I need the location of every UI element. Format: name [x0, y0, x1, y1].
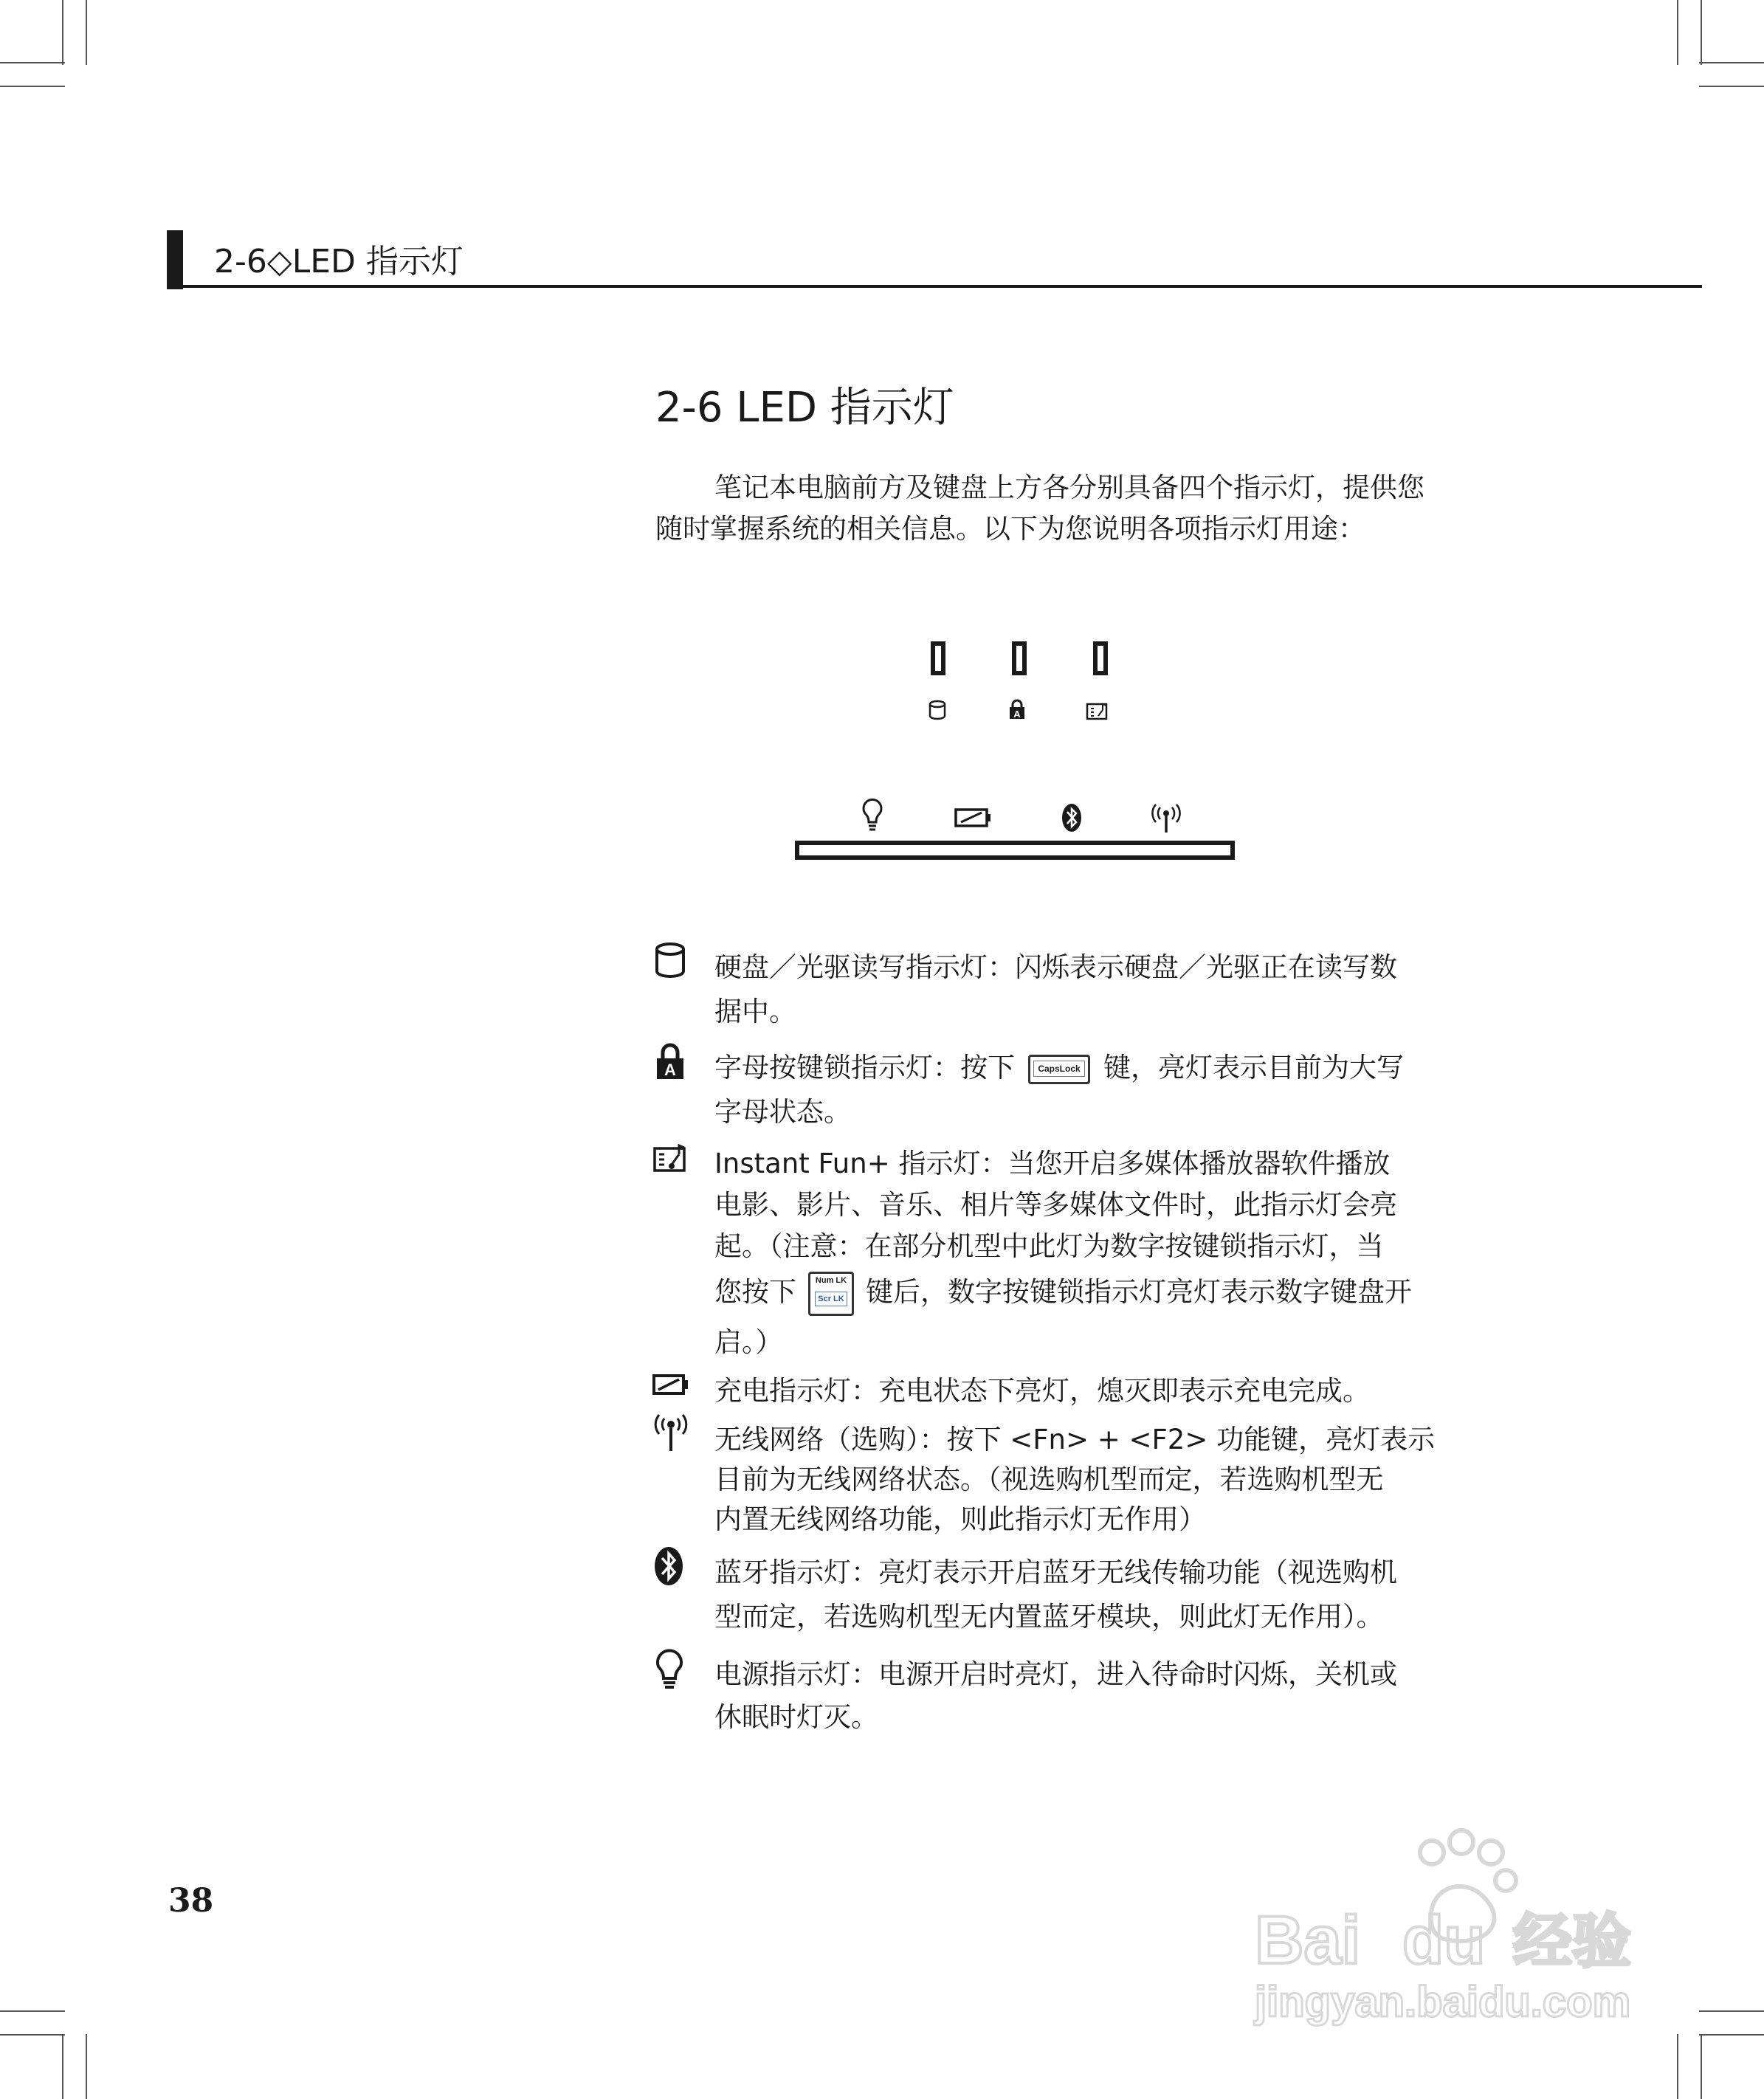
- caps-lock-icon: [652, 1042, 689, 1083]
- item-instantfun-line: 起。（注意：在部分机型中此灯为数字按键锁指示灯，当: [714, 1230, 1384, 1262]
- item-hdd-line: 硬盘／光驱读写指示灯：闪烁表示硬盘／光驱正在读写数: [714, 951, 1397, 983]
- wireless-icon: [1152, 804, 1179, 833]
- item-power-line: 电源指示灯：电源开启时亮灯，进入待命时闪烁，关机或: [714, 1658, 1397, 1690]
- bluetooth-icon: [652, 1545, 689, 1587]
- item-instantfun-line: Instant Fun+ 指示灯：当您开启多媒体播放器软件播放: [714, 1148, 1391, 1179]
- item-instantfun-line: 电影、影片、音乐、相片等多媒体文件时，此指示灯会亮: [714, 1189, 1397, 1221]
- numlock-key-icon: Num LK Scr LK: [808, 1272, 854, 1316]
- intro-paragraph-line: 笔记本电脑前方及键盘上方各分别具备四个指示灯，提供您: [714, 472, 1424, 503]
- svg-text:du: du: [1402, 1903, 1486, 1978]
- item-wireless-line: 目前为无线网络状态。（视选购机型而定，若选购机型无: [714, 1464, 1384, 1495]
- led-slot: [1014, 644, 1024, 673]
- hdd-icon: [652, 942, 689, 983]
- battery-icon: [956, 810, 990, 826]
- led-slot: [1095, 644, 1106, 673]
- item-wireless-line: 内置无线网络功能，则此指示灯无作用）: [714, 1503, 1206, 1535]
- led-slot: [933, 644, 943, 673]
- bluetooth-icon: [1062, 804, 1081, 832]
- power-icon: [864, 799, 881, 830]
- power-icon: [652, 1649, 689, 1690]
- item-wireless-line: 无线网络（选购）：按下 <Fn> + <F2> 功能键，亮灯表示: [714, 1424, 1436, 1455]
- battery-icon: [652, 1367, 689, 1408]
- item-hdd-line: 据中。: [714, 996, 796, 1027]
- instant-fun-icon: [1087, 704, 1106, 719]
- svg-text:经验: 经验: [1513, 1907, 1631, 1976]
- svg-text:jingyan.baidu.com: jingyan.baidu.com: [1255, 1978, 1631, 2026]
- item-bluetooth-line: 蓝牙指示灯：亮灯表示开启蓝牙无线传输功能（视选购机: [714, 1557, 1397, 1588]
- front-led-bar: [797, 843, 1233, 858]
- svg-text:A: A: [664, 1061, 676, 1079]
- item-capslock-line: 字母状态。: [714, 1096, 851, 1128]
- item-bluetooth-line: 型而定，若选购机型无内置蓝牙模块，则此灯无作用）。: [714, 1601, 1384, 1633]
- capslock-key-icon: CapsLock: [1028, 1055, 1090, 1084]
- intro-paragraph-line: 随时掌握系统的相关信息。以下为您说明各项指示灯用途：: [655, 513, 1365, 545]
- svg-text:A: A: [1013, 709, 1021, 720]
- item-instantfun-line: 您按下 Num LK Scr LK 键后，数字按键锁指示灯亮灯表示数字键盘开: [714, 1269, 1412, 1316]
- svg-text:Bai: Bai: [1255, 1903, 1361, 1978]
- section-title: 2-6 LED 指示灯: [655, 384, 954, 432]
- hdd-icon: [930, 701, 945, 719]
- page-number: 38: [168, 1882, 214, 1920]
- item-power-line: 休眠时灯灭。: [714, 1701, 878, 1733]
- wireless-icon: [652, 1413, 689, 1454]
- caps-lock-icon: [1010, 700, 1024, 720]
- item-capslock-line: 字母按键锁指示灯：按下 CapsLock 键，亮灯表示目前为大写: [714, 1052, 1404, 1083]
- item-instantfun-line: 启。）: [714, 1326, 783, 1358]
- instant-fun-icon: [652, 1140, 689, 1181]
- item-battery-line: 充电指示灯：充电状态下亮灯，熄灭即表示充电完成。: [714, 1375, 1370, 1407]
- running-header: 2-6◇LED 指示灯: [214, 243, 464, 280]
- baidu-jingyan-watermark: [1247, 1823, 1661, 2044]
